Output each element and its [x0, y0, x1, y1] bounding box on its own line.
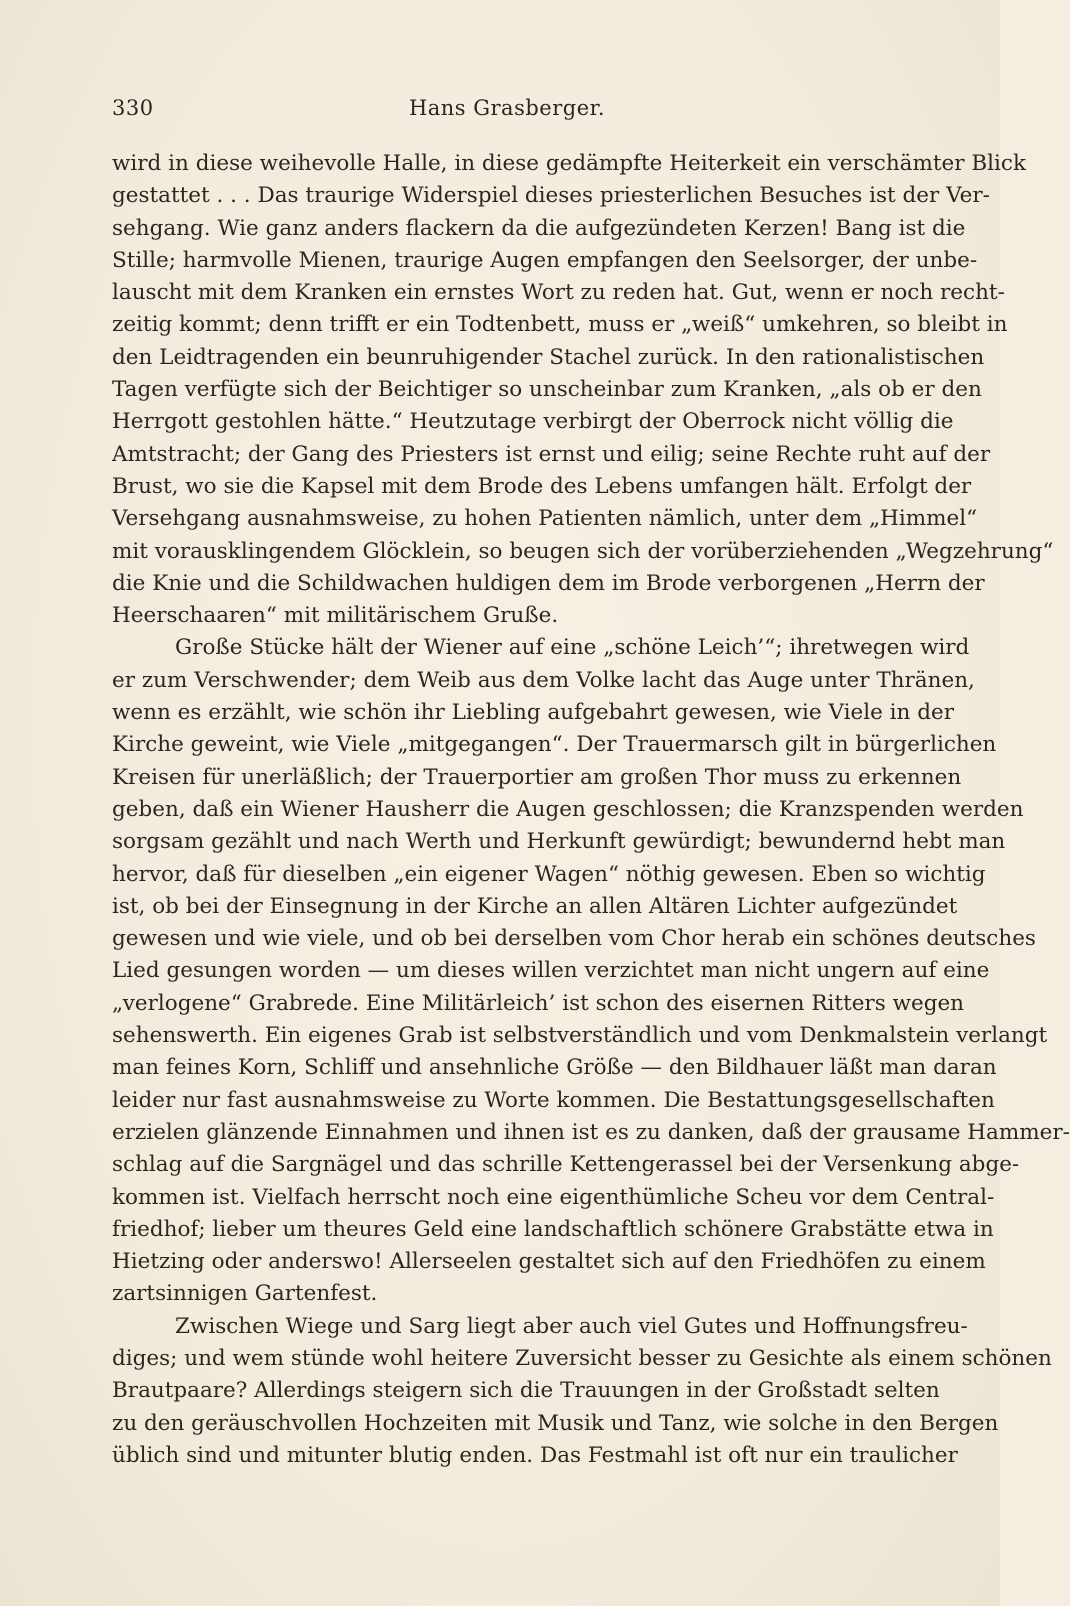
- text-line: leider nur fast ausnahmsweise zu Worte kommen. Die Bestattungsgesellschaften: [112, 1087, 995, 1113]
- text-line: er zum Verschwender; dem Weib aus dem Volke lacht das Auge unter Thränen,: [112, 667, 975, 693]
- text-line: Zwischen Wiege und Sarg liegt aber auch viel Gutes und Hoffnungsfreu-: [175, 1313, 968, 1339]
- text-line: sehenswerth. Ein eigenes Grab ist selbstverständlich und vom Denkmalstein verlangt: [112, 1023, 1048, 1049]
- text-line: Brust, wo sie die Kapsel mit dem Brode des Lebens umfangen hält. Erfolgt der: [112, 473, 972, 499]
- text-line: erzielen glänzende Einnahmen und ihnen ist es zu danken, daß der grausame Hammer-: [112, 1119, 1070, 1145]
- text-line: Heerschaaren“ mit militärischem Gruße.: [112, 603, 559, 629]
- text-line: Amtstracht; der Gang des Priesters ist ernst und eilig; seine Rechte ruht auf der: [112, 441, 991, 467]
- running-title: Hans Grasberger.: [408, 96, 606, 120]
- text-line: Kirche geweint, wie Viele „mitgegangen“. Der Trauermarsch gilt in bürgerlichen: [112, 732, 997, 758]
- text-line: Tagen verfügte sich der Beichtiger so unscheinbar zum Kranken, „als ob er den: [112, 377, 982, 403]
- text-line: schlag auf die Sargnägel und das schrille Kettengerassel bei der Versenkung abge-: [112, 1152, 1020, 1178]
- text-line: Herrgott gestohlen hätte.“ Heutzutage verbirgt der Oberrock nicht völlig die: [112, 409, 954, 435]
- text-line: Lied gesungen worden — um dieses willen verzichtet man nicht ungern auf eine: [112, 958, 990, 984]
- text-line: kommen ist. Vielfach herrscht noch eine eigenthümliche Scheu vor dem Central-: [112, 1184, 995, 1210]
- text-line: wird in diese weihevolle Halle, in diese gedämpfte Heiterkeit ein verschämter Blick: [112, 151, 1026, 176]
- text-line: wenn es erzählt, wie schön ihr Liebling aufgebahrt gewesen, wie Viele in der: [112, 700, 954, 726]
- text-line: „verlogene“ Grabrede. Eine Militärleich’ ist schon des eisernen Ritters wegen: [112, 990, 965, 1016]
- text-line: mit vorausklingendem Glöcklein, so beugen sich der vorüberziehenden „Wegzehrung“: [112, 538, 1054, 564]
- text-line: geben, daß ein Wiener Hausherr die Augen geschlossen; die Kranzspenden werden: [112, 796, 1024, 822]
- text-line: friedhof; lieber um theures Geld eine landschaftlich schönere Grabstätte etwa in: [112, 1216, 994, 1242]
- text-line: sorgsam gezählt und nach Werth und Herkunft gewürdigt; bewundernd hebt man: [112, 829, 1006, 855]
- text-line: den Leidtragenden ein beunruhigender Stachel zurück. In den rationalistischen: [112, 344, 985, 370]
- text-line: üblich sind und mitunter blutig enden. Das Festmahl ist oft nur ein traulicher: [112, 1442, 958, 1468]
- text-line: ist, ob bei der Einsegnung in der Kirche an allen Altären Lichter aufgezündet: [112, 893, 958, 919]
- text-line: Stille; harmvolle Mienen, traurige Augen empfangen den Seelsorger, der unbe-: [112, 247, 978, 273]
- text-line: Versehgang ausnahmsweise, zu hohen Patienten nämlich, unter dem „Himmel“: [112, 506, 978, 532]
- text-line: Große Stücke hält der Wiener auf eine „schöne Leich’“; ihretwegen wird: [175, 635, 970, 661]
- text-line: hervor, daß für dieselben „ein eigener Wagen“ nöthig gewesen. Eben so wichtig: [112, 861, 986, 887]
- text-line: sehgang. Wie ganz anders flackern da die aufgezündeten Kerzen! Bang ist die: [112, 215, 966, 241]
- text-line: die Knie und die Schildwachen huldigen dem im Brode verborgenen „Herrn der: [112, 570, 985, 596]
- text-line: man feines Korn, Schliff und ansehnliche Größe — den Bildhauer läßt man daran: [112, 1055, 997, 1081]
- text-line: zu den geräuschvollen Hochzeiten mit Musik und Tanz, wie solche in den Bergen: [112, 1410, 999, 1436]
- page-number: 330: [112, 96, 154, 120]
- body-text: [112, 148, 1070, 1472]
- text-line: Kreisen für unerläßlich; der Trauerportier am großen Thor muss zu erkennen: [112, 764, 962, 790]
- text-line: Hietzing oder anderswo! Allerseelen gestaltet sich auf den Friedhöfen zu einem: [112, 1249, 986, 1275]
- text-line: gestattet . . . Das traurige Widerspiel dieses priesterlichen Besuches ist der Ver-: [112, 183, 990, 209]
- text-line: lauscht mit dem Kranken ein ernstes Wort zu reden hat. Gut, wenn er noch recht-: [112, 280, 1005, 306]
- text-line: diges; und wem stünde wohl heitere Zuversicht besser zu Gesichte als einem schönen: [112, 1345, 1052, 1371]
- page-header: [112, 96, 902, 128]
- text-line: gewesen und wie viele, und ob bei derselben vom Chor herab ein schönes deutsches: [112, 926, 1036, 952]
- text-line: Brautpaare? Allerdings steigern sich die Trauungen in der Großstadt selten: [112, 1378, 940, 1404]
- text-line: zartsinnigen Gartenfest.: [112, 1281, 378, 1307]
- text-line: zeitig kommt; denn trifft er ein Todtenbett, muss er „weiß“ umkehren, so bleibt in: [112, 312, 1008, 338]
